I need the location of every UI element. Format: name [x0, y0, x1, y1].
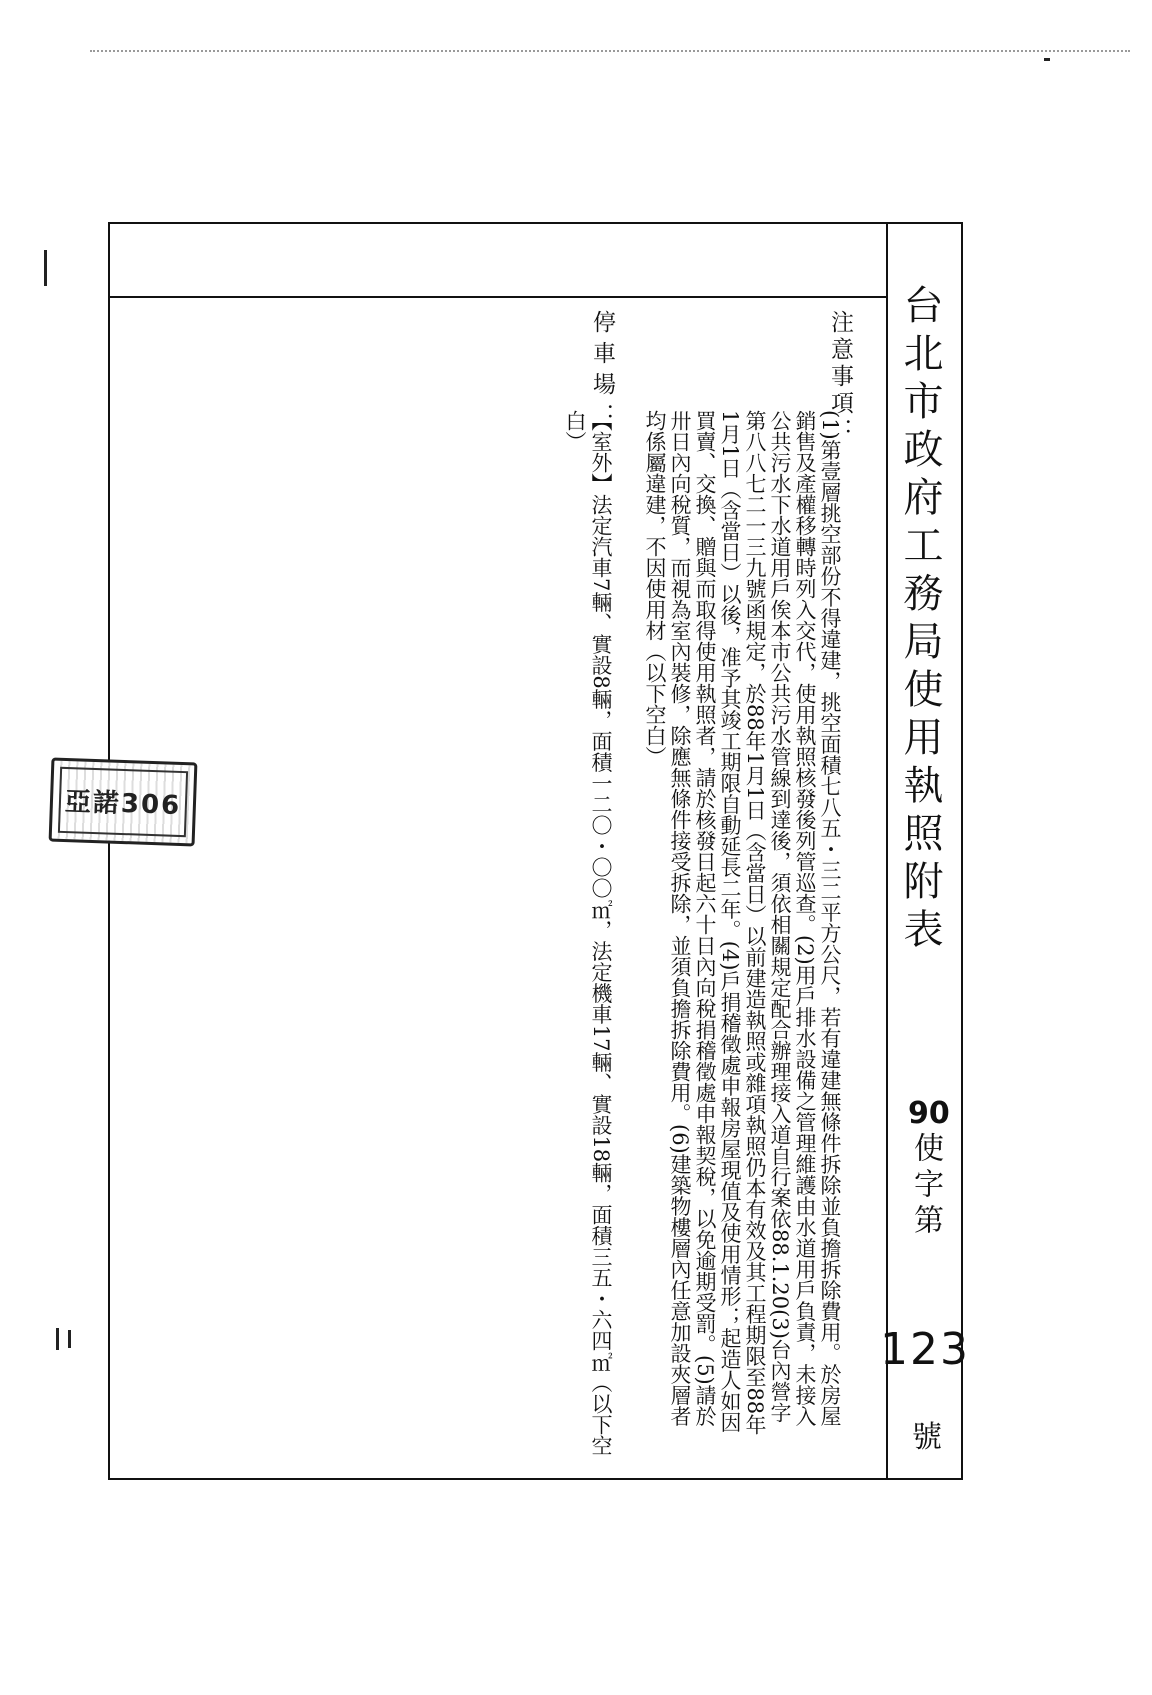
scan-artifact-mark [1044, 58, 1050, 61]
official-stamp [49, 757, 198, 846]
stamp-text: 亞諾306 [64, 786, 182, 822]
scan-artifact-mark [44, 250, 47, 286]
permit-number: 123 [880, 1324, 970, 1375]
permit-suffix: 號 [912, 1420, 942, 1455]
notes-heading: 注意事項： [827, 310, 853, 445]
notes-body: (1)第壹層挑空部份不得違建，挑空面積七八五・三二平方公尺，若有違建無條件拆除並負擔拆除費用。於房屋銷售及產權移轉時列入交代，使用執照核發後列管巡查。(2)用戶排水設備之管理維護由水道用戶負責，未接入公共污水下水道用戶俟本市公共污水管線到達後，須依相關規定配合辦理接入道自行案依88.1.20(3)台內營字第八八七二一三九號函規定，於88年1月1日（含當日）以前建造執照或雜項執照仍本有效及其工程期限至88年1月1日（含當日）以後，准予其竣工期限自動延長二年。(4)戶捐稽徵處申報房屋現值及使用情形；起造人如因買賣、交換、贈與而取得使用執照者，請於核發日起六十日內向稅捐稽徵處申報契稅，以免逾期受罰。(5)請於卅日內向稅質，而視為室內裝修，除應無條件接受拆除，並須負擔拆除費用。(6)建築物樓層內任意加設夾層者均係屬違建，不因使用材（以下空白） [643, 410, 842, 1436]
title-column [880, 224, 970, 1478]
parking-heading: 停車場： [589, 310, 615, 434]
scan-artifact-mark [68, 1330, 71, 1348]
permit-year: 90 [908, 1096, 950, 1131]
permit-form-frame [108, 222, 970, 1480]
header-band [110, 224, 886, 298]
scan-artifact-mark [56, 1328, 59, 1350]
parking-body: 【室外】法定汽車7輛、實設8輛，面積一二〇・〇〇㎡，法定機車17輛、實設18輛，面積三五・六四㎡（以下空白） [563, 410, 613, 1457]
document-title: 台北市政府工務局使用執照附表 [897, 284, 943, 956]
permit-kind: 使字第 [908, 1132, 943, 1240]
scan-artifact-dots [90, 50, 1130, 52]
